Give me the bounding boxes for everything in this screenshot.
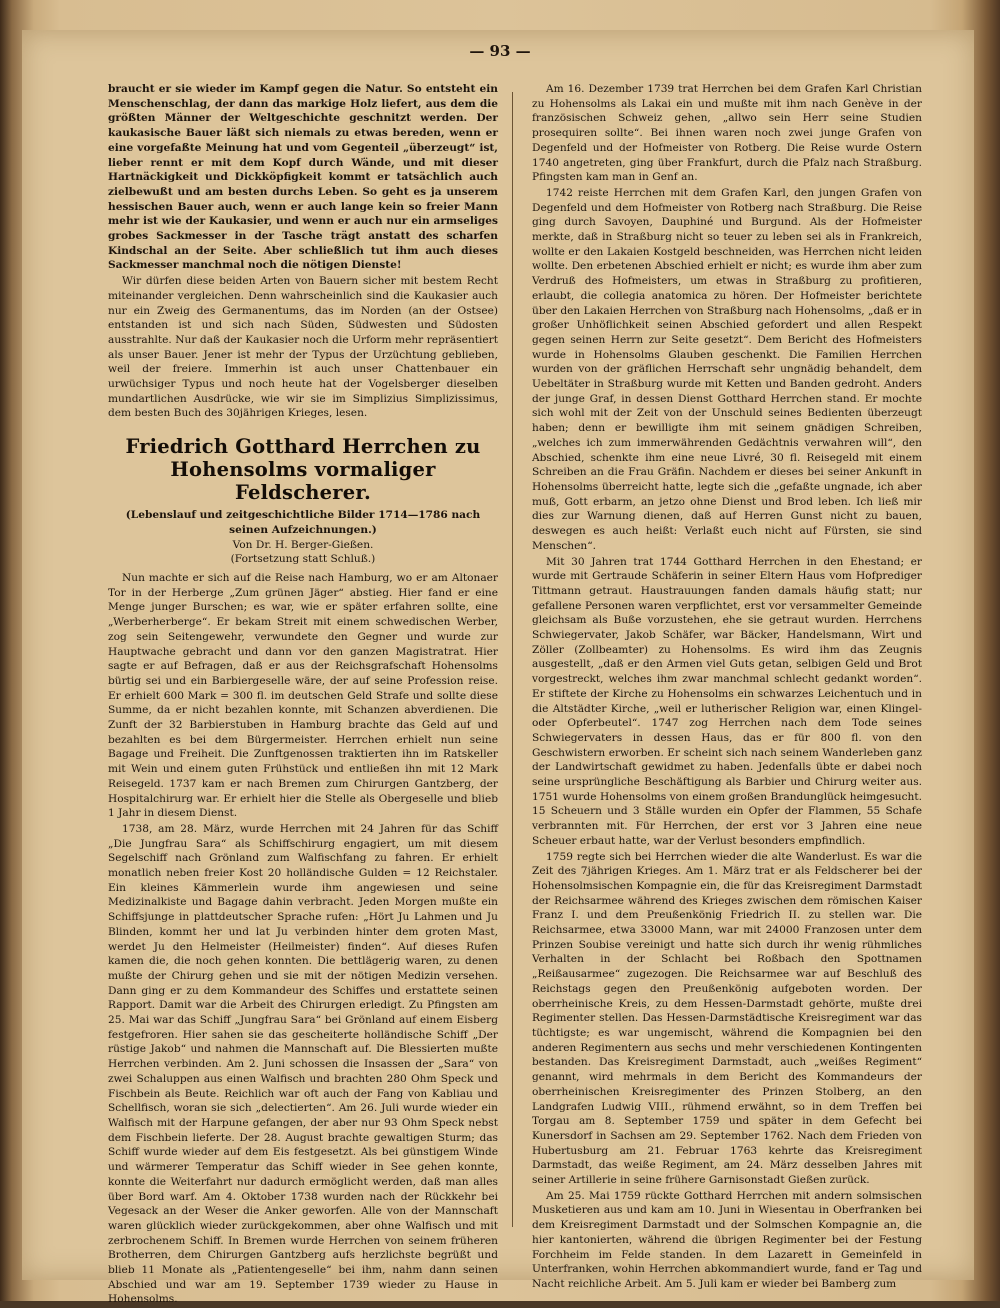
- article-byline: Von Dr. H. Berger-Gießen.: [232, 538, 374, 551]
- left-column: [108, 82, 498, 1308]
- body-paragraph-1744: Mit 30 Jahren trat 1744 Gotthard Herrchen in den Ehestand; er wurde mit Gertraude Schäferin in seiner Eltern Haus vom Hofprediger Tittmann getraut. Haustrauungen fanden damals häufig statt; nur gefallene Personen waren verpflichtet, erst vor versammelter Gemeinde gleichsam als Buße vorzustehen, ehe sie getraut wurden. Herrchens Schwiegervater, Jakob Schäfer, war Bäcker, Handelsmann, Wirt und Zöller (Zollbeamter) zu Hohensolms. Es wird ihm das Zeugnis ausgestellt, „daß er den Armen viel Guts getan, selbigen Geld und Brot vorgestreckt, welches ihm zwar manchmal schlecht gedankt worden“. Er stiftete der Kirche zu Hohensolms ein schwarzes Leichentuch und in die Altstädter Kirche, „weil er lutherischer Religion war, einen Klingel- oder Opferbeutel“. 1747 zog Herrchen nach dem Tode seines Schwiegervaters in dessen Haus, das er für 800 fl. von den Geschwistern erworben. Er scheint sich nach seinem Wanderleben ganz der Landwirtschaft gewidmet zu haben. Jedenfalls übte er dabei noch seine ursprüngliche Beschäftigung als Barbier und Chirurg weiter aus. 1751 wurde Hohensolms von einem großen Brandunglück heimgesucht. 15 Scheuern und 3 Ställe wurden ein Opfer der Flammen, 55 Schafe verbrannten mit. Für Herrchen, der erst vor 3 Jahren eine neue Scheuer erbaut hatte, war der Verlust besonders empfindlich.: [532, 555, 922, 847]
- article-title: Friedrich Gotthard Herrchen zu Hohensolms vormaliger Feldscherer.: [125, 435, 481, 505]
- page-number: — 93 —: [469, 42, 531, 60]
- body-paragraph-greenland: 1738, am 28. März, wurde Herrchen mit 24 Jahren für das Schiff „Die Jungfrau Sara“ als Schiffschirurg engagiert, um mit diesem Segelschiff nach Grönland zum Walfischfang zu fahren. Er erhielt monatlich neben freier Kost 20 holländische Gulden = 12 Reichstaler. Ein kleines Kämmerlein wurde ihm angewiesen und seine Medizinalkiste und Bagage dahin verbracht. Jeden Morgen mußte ein Schiffsjunge in plattdeutscher Sprache rufen: „Hört Ju Lahmen und Ju Blinden, kommt her und lat Ju verbinden hinter dem groten Mast, werdet Ju den Helmeister (Heilmeister) finden“. Auf dieses Rufen kamen die, die noch gehen konnten. Die bettlägerig waren, zu denen mußte der Chirurg gehen und sie mit der nötigen Medizin versehen. Dann ging er zu dem Kommandeur des Schiffes und erstattete seinen Rapport. Damit war die Arbeit des Chirurgen erledigt. Zu Pfingsten am 25. Mai war das Schiff „Jungfrau Sara“ bei Grönland auf einem Eisberg festgefroren. Hier sahen sie das gescheiterte holländische Schiff „Der rüstige Jakob“ und nahmen die Mannschaft auf. Die Blessierten mußte Herrchen verbinden. Am 2. Juni schossen die Insassen der „Sara“ von zwei Schaluppen aus einen Walfisch und brachten 280 Ohm Speck und Fischbein als Beute. Reichlich war oft auch der Fang von Kabliau und Schellfisch, woran sie sich „delectierten“. Am 26. Juli wurde wieder ein Walfisch mit der Harpune gefangen, der aber nur 93 Ohm Speck nebst dem Fischbein lieferte. Der 28. August brachte gewaltigen Sturm; das Schiff wurde wieder auf dem Eis festgesetzt. Als bei günstigem Winde und wärmerer Temperatur das Schiff wieder in See gehen konnte, konnte die Weiterfahrt nur dadurch ermöglicht werden, daß man alles über Bord warf. Am 4. Oktober 1738 wurden nach der Rückkehr bei Vegesack an der Weser die Anker geworfen. Alle von der Mannschaft waren glücklich wieder zurückgekommen, aber ohne Walfisch und mit zerbrochenem Schiff. In Bremen wurde Herrchen von seinem früheren Brotherren, dem Chirurgen Gantzberg aufs herzlichste begrüßt und blieb 11 Monate als „Patientengeselle“ bei ihm, nahm dann seinen Abschied und war am 19. September 1739 wieder zu Hause in Hohensolms.: [108, 822, 498, 1306]
- body-paragraph-hamburg: Nun machte er sich auf die Reise nach Hamburg, wo er am Altonaer Tor in der Herberge „Zum grünen Jäger“ abstieg. Hier fand er eine Menge junger Burschen; es war, wie er später erfahren sollte, eine „Werberherberge“. Er bekam Streit mit einem schwedischen Werber, zog sein Seitengewehr, verwundete den Gegner und wurde zur Hauptwache gebracht und dann vor den ganzen Magistratrat. Hier sagte er auf Befragen, daß er aus der Reichsgrafschaft Hohensolms bürtig sei und ein Barbiergeselle wäre, der auf seine Profession reise. Er erhielt 600 Mark = 300 fl. im deutschen Geld Strafe und sollte diese Summe, da er nicht bezahlen konnte, mit Schanzen abverdienen. Die Zunft der 32 Barbierstuben in Hamburg brachte das Geld auf und bezahlten es bei dem Bürgermeister. Herrchen erhielt nun seine Bagage und Freiheit. Die Zunftgenossen traktierten ihn im Ratskeller mit Wein und einem guten Frühstück und entließen ihn mit 12 Mark Reisegeld. 1737 kam er nach Bremen zum Chirurgen Gantzberg, der Hospitalchirurg war. Er erhielt hier die Stelle als Obergeselle und blieb 1 Jahr in diesem Dienst.: [108, 571, 498, 820]
- body-paragraph-1742: 1742 reiste Herrchen mit dem Grafen Karl, den jungen Grafen von Degenfeld und dem Hofmeister von Rotberg nach Straßburg. Die Reise ging durch Savoyen, Dauphiné und Burgund. Als der Hofmeister merkte, daß in Straßburg nicht so teuer zu leben sei als in Frankreich, wollte er den Lakaien Kostgeld beschneiden, was Herrchen nicht leiden wollte. Den erbetenen Abschied erhielt er nicht; es wurde ihm aber zum Verdruß des Hofmeisters, um etwas in Straßburg zu profitieren, erlaubt, die collegia anatomica zu hören. Der Hofmeister berichtete über den Lakaien Herrchen von Straßburg nach Hohensolms, „daß er in großer Unhöflichkeit seinen Abschied gefordert und allen Respekt gegen seinen Herrn zur Seite gesetzt“. Dem Bericht des Hofmeisters wurde in Hohensolms Glauben geschenkt. Die Familien Herrchen wurden von der gräflichen Herrschaft sehr ungnädig behandelt, dem Uebeltäter in Straßburg wurde mit Ketten und Banden gedroht. Anders der junge Graf, in dessen Dienst Gotthard Herrchen stand. Er mochte sich wohl mit der Zeit von der Unschuld seines Bedienten überzeugt haben; denn er bewilligte ihm mit seinem gnädigen Schreiben, „welches ich zum immerwährenden Gedächtnis verwahren will“, den Abschied, schenkte ihm eine neue Livré, 30 fl. Reisegeld mit einem Schreiben an die Frau Gräfin. Nachdem er dieses bei seiner Ankunft in Hohensolms überreicht hatte, legte sich die „gefaßte ungnade, ich aber muß, Gott erbarm, an jetzo ohne Dienst und Brod leben. Ich ließ mir dies zur Warnung dienen, daß auf Herren Gunst nicht zu bauen, deswegen es auch heißt: Verlaßt euch nicht auf Fürsten, sie sind Menschen“.: [532, 186, 922, 552]
- body-paragraph-mai-1759: Am 25. Mai 1759 rückte Gotthard Herrchen mit andern solmsischen Musketieren aus und kam am 10. Juni in Wiesentau in Oberfranken bei dem Kreisregiment Darmstadt und der Solmschen Kompagnie an, die hier kantonierten, während die übrigen Regimenter bei der Festung Forchheim im Felde standen. In dem Lazarett in Gemeinfeld in Unterfranken, wohin Herrchen abkommandiert wurde, fand er Tag und Nacht reichliche Arbeit. Am 5. Juli kam er wieder bei Bamberg zum: [532, 1189, 922, 1290]
- intro-paragraph-1: braucht er sie wieder im Kampf gegen die Natur. So entsteht ein Menschenschlag, der dann das markige Holz liefert, aus dem die größten Männer der Weltgeschichte geschnitzt werden. Der kaukasische Bauer läßt sich niemals zu etwas bereden, wenn er eine vorgefaßte Meinung hat und vom Gegenteil „überzeugt“ ist, lieber rennt er mit dem Kopf durch Wände, und mit dieser Hartnäckigkeit und Dickköpfigkeit kommt er tatsächlich auch zielbewußt und am besten durchs Leben. So geht es ja unserem hessischen Bauer auch, wenn er auch lange kein so freier Mann mehr ist wie der Kaukasier, und wenn er auch nur ein armseliges grobes Sackmesser in der Tasche trägt anstatt des scharfen Kindschal an der Seite. Aber schließlich tut ihm auch dieses Sackmesser manchmal noch die nötigen Dienste!: [108, 83, 498, 272]
- continuation-note: (Fortsetzung statt Schluß.): [230, 553, 376, 566]
- right-column: [532, 82, 922, 1293]
- intro-paragraph-2: Wir dürfen diese beiden Arten von Bauern sicher mit bestem Recht miteinander vergleichen. Denn wahrscheinlich sind die Kaukasier auch nur ein Zweig des Germanentums, das im Norden (an der Ostsee) entstanden ist und sich nach Süden, Südwesten und Südosten ausstrahlte. Nur daß der Kaukasier noch die Urform mehr repräsentiert als unser Bauer. Jener ist mehr der Typus der Urzüchtung geblieben, weil der freiere. Immerhin ist auch unser Chattenbauer ein urwüchsiger Typus und noch heute hat der Vogelsberger dieselben mundartlichen Ausdrücke, wie wir sie im Simplizius Simplizissimus, dem besten Buch des 30jährigen Krieges, lesen.: [108, 275, 498, 420]
- body-paragraph-1759: 1759 regte sich bei Herrchen wieder die alte Wanderlust. Es war die Zeit des 7jährigen Krieges. Am 1. März trat er als Feldscherer bei der Hohensolmsischen Kompagnie ein, die für das Kreisregiment Darmstadt der Reichsarmee während des Krieges zwischen dem römischen Kaiser Franz I. und dem Preußenkönig Friedrich II. zu stellen war. Die Reichsarmee, etwa 33000 Mann, war mit 24000 Franzosen unter dem Prinzen Soubise vereinigt und hatte sich durch ihr wenig rühmliches Verhalten in der Schlacht bei Roßbach den Spottnamen „Reißausarmee“ zugezogen. Die Reichsarmee war auf Beschluß des Reichstags gegen den Preußenkönig aufgeboten worden. Der oberrheinische Kreis, zu dem Hessen-Darmstadt gehörte, mußte drei Regimenter stellen. Das Hessen-Darmstädtische Kreisregiment war das tüchtigste; es war ungemischt, während die Kompagnien bei den anderen Regimentern aus sechs und mehr verschiedenen Kontingenten bestanden. Das Kreisregiment Darmstadt, auch „weißes Regiment“ genannt, wird mehrmals in dem Bericht des Kommandeurs der oberrheinischen Kreisregimenter des Prinzen Stolberg, an den Landgrafen Ludwig VIII., rühmend erwähnt, so in dem Treffen bei Torgau am 8. September 1759 und später in dem Gefecht bei Kunersdorf in Sachsen am 29. September 1762. Nach dem Frieden von Hubertusburg am 21. Februar 1763 kehrte das Kreisregiment Darmstadt, das weiße Regiment, am 24. März desselben Jahres mit seiner Artillerie in seine frühere Garnisonstadt Gießen zurück.: [532, 850, 922, 1187]
- body-paragraph-1739: Am 16. Dezember 1739 trat Herrchen bei dem Grafen Karl Christian zu Hohensolms als Lakai ein und mußte mit ihm nach Genève in der französischen Schweiz gehen, „allwo sein Herr seine Studien prosequiren sollte“. Bei ihnen waren noch zwei junge Grafen von Degenfeld und der Hofmeister von Rotberg. Die Reise wurde Ostern 1740 angetreten, ging über Frankfurt, durch die Pfalz nach Straßburg. Pfingsten kam man in Genf an.: [532, 83, 922, 184]
- column-divider: [512, 92, 513, 1227]
- article-subtitle: (Lebenslauf und zeitgeschichtliche Bilder 1714—1786 nach seinen Aufzeichnungen.): [125, 509, 481, 536]
